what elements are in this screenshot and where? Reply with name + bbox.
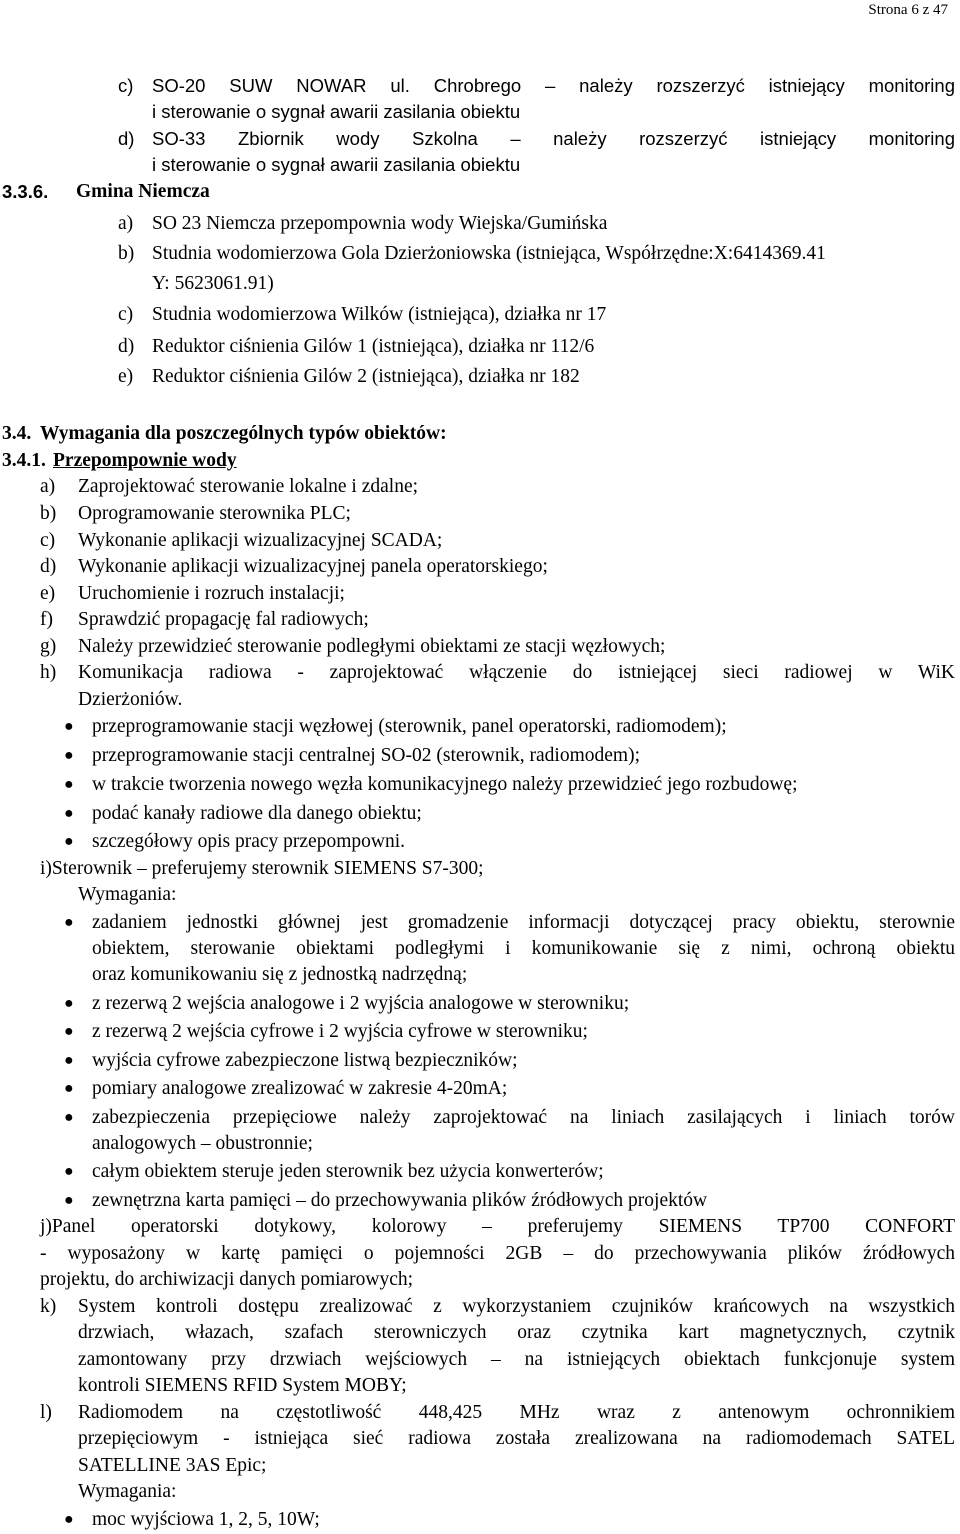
section-number: 3.3.6. [2, 181, 49, 202]
bullet-icon: ● [64, 805, 74, 822]
list-label: c) [118, 304, 134, 325]
list-item-text: i sterowanie o sygnał awarii zasilania obiektu [152, 154, 521, 175]
list-label: h) [40, 662, 57, 683]
list-item-text: Oprogramowanie sterownika PLC; [78, 503, 351, 524]
list-item-text: Zaprojektować sterowanie lokalne i zdalne; [78, 476, 419, 497]
bullet-item-text: szczegółowy opis pracy przepompowni. [92, 831, 405, 852]
list-label: g) [40, 636, 57, 657]
section-number: 3.4. [2, 423, 32, 444]
bullet-icon: ● [64, 1052, 74, 1069]
bullet-item-text: zabezpieczenia przepięciowe należy zaprojektować na liniach zasilających i liniach torów [92, 1107, 955, 1128]
list-label: b) [40, 503, 57, 524]
bullet-item-text: wyjścia cyfrowe zabezpieczone listwą bezpieczników; [92, 1050, 518, 1071]
bullet-icon: ● [64, 1080, 74, 1097]
list-item-text: Studnia wodomierzowa Wilków (istniejąca), działka nr 17 [152, 304, 607, 325]
bullet-item-text: zewnętrzna karta pamięci – do przechowywania plików źródłowych projektów [92, 1190, 708, 1211]
list-item-text: przepięciowym - istniejąca sieć radiowa została zrealizowana na radiomodemach SATEL [78, 1428, 955, 1449]
list-label: l) [40, 1402, 52, 1423]
bullet-icon: ● [64, 995, 74, 1012]
bullet-item-text: podać kanały radiowe dla danego obiektu; [92, 803, 422, 824]
list-item-text: i sterowanie o sygnał awarii zasilania obiektu [152, 101, 521, 122]
list-item-text: Reduktor ciśnienia Gilów 1 (istniejąca), działka nr 112/6 [152, 336, 595, 357]
bullet-icon: ● [64, 1192, 74, 1209]
bullet-icon: ● [64, 1511, 74, 1528]
requirements-label: Wymagania: [78, 884, 177, 905]
requirements-label: Wymagania: [78, 1481, 177, 1502]
bullet-icon: ● [64, 914, 74, 931]
list-item-text: Należy przewidzieć sterowanie podległymi obiektami ze stacji węzłowych; [78, 636, 666, 657]
section-number: 3.4.1. [2, 450, 46, 471]
bullet-icon: ● [64, 1163, 74, 1180]
bullet-item-text: moc wyjściowa 1, 2, 5, 10W; [92, 1509, 320, 1530]
list-item-text: System kontroli dostępu zrealizować z wykorzystaniem czujników krańcowych na wszystkich [78, 1296, 955, 1317]
list-item-text: Komunikacja radiowa - zaprojektować włączenie do istniejącej sieci radiowej w WiK [78, 662, 955, 683]
list-label: a) [40, 476, 56, 497]
bullet-icon: ● [64, 833, 74, 850]
bullet-item-text: pomiary analogowe zrealizować w zakresie 4-20mA; [92, 1078, 508, 1099]
bullet-icon: ● [64, 1023, 74, 1040]
list-item-text: projektu, do archiwizacji danych pomiarowych; [40, 1269, 414, 1290]
section-title: Wymagania dla poszczególnych typów obiektów: [40, 423, 447, 444]
section-title: Przepompownie wody [53, 450, 237, 471]
list-label: b) [118, 243, 135, 264]
section-title: Gmina Niemcza [76, 181, 210, 202]
bullet-item-text: analogowych – obustronnie; [92, 1133, 313, 1154]
list-item-text: Studnia wodomierzowa Gola Dzierżoniowska (istniejąca, Współrzędne:X:6414369.41 [152, 243, 826, 264]
page-number: Strona 6 z 47 [868, 2, 948, 18]
bullet-item-text: w trakcie tworzenia nowego węzła komunikacyjnego należy przewidzieć jego rozbudowę; [92, 774, 798, 795]
list-label: c) [40, 530, 56, 551]
bullet-icon: ● [64, 1109, 74, 1126]
list-item-text: SO 23 Niemcza przepompownia wody Wiejska/Gumińska [152, 213, 608, 234]
bullet-item-text: obiektem, sterowanie obiektami podległymi i komunikowanie się z nimi, ochroną obiektu [92, 938, 955, 959]
list-item-text: SO-20 SUW NOWAR ul. Chrobrego – należy rozszerzyć istniejący monitoring [152, 75, 955, 96]
list-item-text: Y: 5623061.91) [152, 273, 274, 294]
bullet-item-text: oraz komunikowaniu się z jednostką nadrzędną; [92, 964, 468, 985]
list-item-text: Reduktor ciśnienia Gilów 2 (istniejąca), działka nr 182 [152, 366, 580, 387]
list-item-text: Radiomodem na częstotliwość 448,425 MHz wraz z antenowym ochronnikiem [78, 1402, 955, 1423]
list-item-text: Sprawdzić propagację fal radiowych; [78, 609, 369, 630]
list-item-text: Dzierżoniów. [78, 689, 183, 710]
list-label: c) [118, 75, 134, 96]
list-label: a) [118, 213, 134, 234]
bullet-item-text: zadaniem jednostki głównej jest gromadzenie informacji dotyczącej pracy obiektu, sterownie [92, 912, 955, 933]
list-item-text: zamontowany przy drzwiach wejściowych – na istniejących obiektach funkcjonuje system [78, 1349, 955, 1370]
bullet-item-text: z rezerwą 2 wejścia analogowe i 2 wyjścia analogowe w sterowniku; [92, 993, 630, 1014]
bullet-icon: ● [64, 776, 74, 793]
list-item-text: SO-33 Zbiornik wody Szkolna – należy rozszerzyć istniejący monitoring [152, 128, 955, 149]
list-item-text: Wykonanie aplikacji wizualizacyjnej SCADA; [78, 530, 443, 551]
list-item-text: - wyposażony w kartę pamięci o pojemności 2GB – do przechowywania plików źródłowych [40, 1243, 955, 1264]
list-label: f) [40, 609, 53, 630]
list-label: e) [118, 366, 134, 387]
list-label: k) [40, 1296, 57, 1317]
list-item-text: Uruchomienie i rozruch instalacji; [78, 583, 345, 604]
bullet-item-text: przeprogramowanie stacji węzłowej (sterownik, panel operatorski, radiomodem); [92, 716, 727, 737]
bullet-item-text: przeprogramowanie stacji centralnej SO-02 (sterownik, radiomodem); [92, 745, 640, 766]
list-item-text: j)Panel operatorski dotykowy, kolorowy – preferujemy SIEMENS TP700 CONFORT [40, 1216, 955, 1237]
bullet-icon: ● [64, 747, 74, 764]
list-item-text: Wykonanie aplikacji wizualizacyjnej panela operatorskiego; [78, 556, 548, 577]
list-label: d) [40, 556, 57, 577]
list-label: e) [40, 583, 56, 604]
bullet-item-text: z rezerwą 2 wejścia cyfrowe i 2 wyjścia cyfrowe w sterowniku; [92, 1021, 588, 1042]
list-item-text: drzwiach, włazach, szafach sterowniczych oraz czytnika kart magnetycznych, czytnik [78, 1322, 955, 1343]
list-item-text: i)Sterownik – preferujemy sterownik SIEMENS S7-300; [40, 858, 484, 879]
bullet-item-text: całym obiektem steruje jeden sterownik bez użycia konwerterów; [92, 1161, 604, 1182]
bullet-icon: ● [64, 718, 74, 735]
list-label: d) [118, 128, 135, 149]
list-item-text: SATELLINE 3AS Epic; [78, 1455, 267, 1476]
list-item-text: kontroli SIEMENS RFID System MOBY; [78, 1375, 407, 1396]
list-label: d) [118, 336, 135, 357]
